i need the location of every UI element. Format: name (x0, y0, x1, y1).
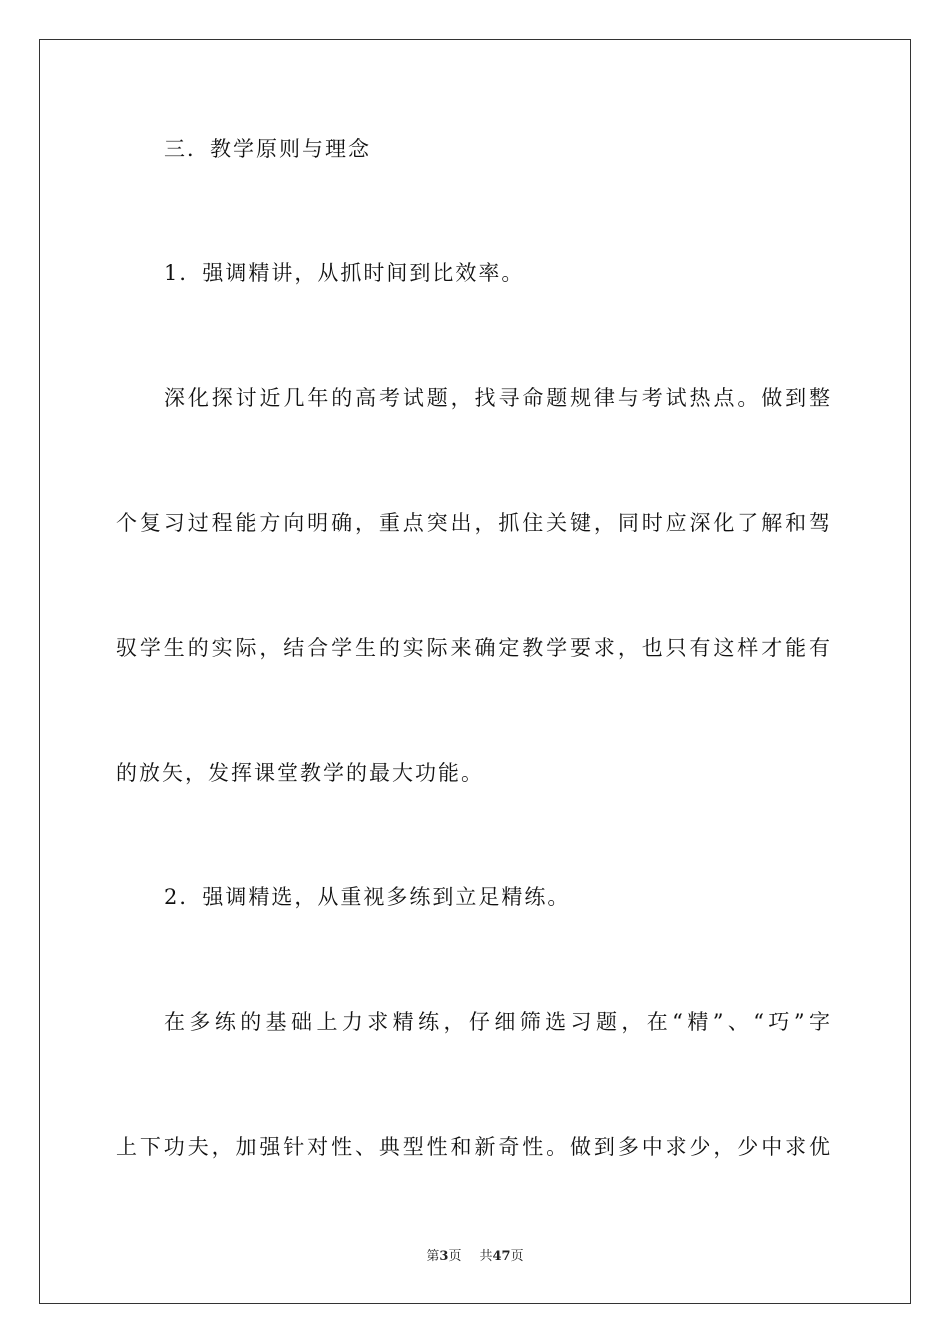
paragraph-2-line-2: 上下功夫，加强针对性、典型性和新奇性。做到多中求少，少中求优 (116, 1135, 832, 1159)
paragraph-1-line-3: 驭学生的实际，结合学生的实际来确定教学要求，也只有这样才能有 (116, 636, 832, 660)
paragraph-1-line-4: 的放矢，发挥课堂教学的最大功能。 (116, 761, 484, 785)
subheading-2: 2．强调精选，从重视多练到立足精练。 (164, 885, 571, 909)
footer-total-prefix: 共 (479, 1249, 493, 1264)
paragraph-2-line-1: 在多练的基础上力求精练，仔细筛选习题，在“精”、“巧”字 (164, 1010, 832, 1034)
footer-page-number: 3 (439, 1249, 449, 1264)
footer-page-prefix: 第 (426, 1249, 440, 1264)
subheading-1: 1．强调精讲，从抓时间到比效率。 (164, 261, 525, 285)
page-footer (0, 1248, 950, 1266)
footer-total-pages: 47 (492, 1249, 511, 1264)
paragraph-1-line-1: 深化探讨近几年的高考试题，找寻命题规律与考试热点。做到整 (164, 386, 832, 410)
section-heading: 三．教学原则与理念 (164, 137, 371, 161)
footer-page-suffix: 页 (448, 1249, 462, 1264)
page-frame (39, 39, 911, 1304)
paragraph-1-line-2: 个复习过程能方向明确，重点突出，抓住关键，同时应深化了解和驾 (116, 511, 832, 535)
footer-total-suffix: 页 (510, 1249, 524, 1264)
